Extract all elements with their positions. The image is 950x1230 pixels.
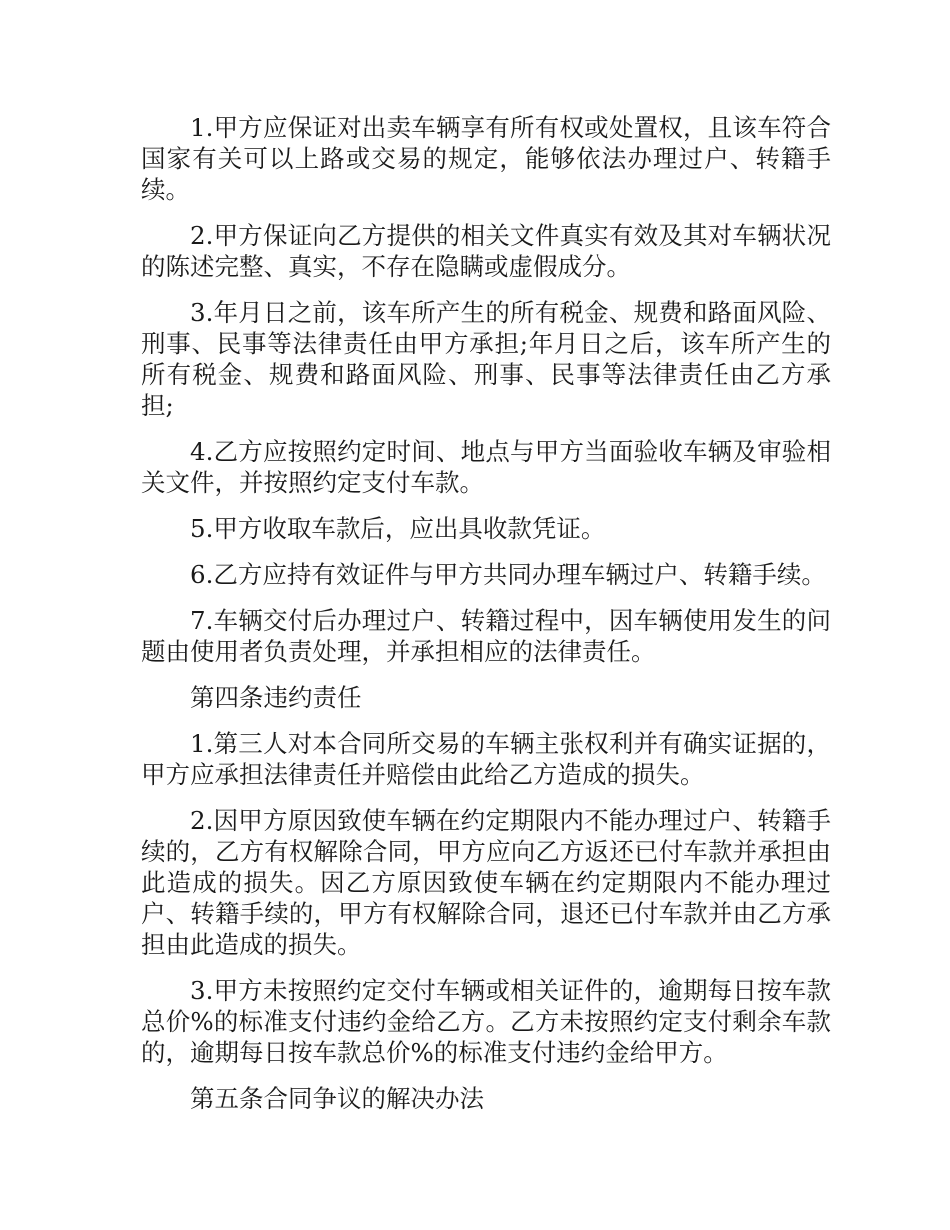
section-5-heading: 第五条合同争议的解决办法 [190, 1084, 484, 1113]
clause-4-3: 3.甲方未按照约定交付车辆或相关证件的，逾期每日按车款总价%的标准支付违约金给乙方。乙方未按照约定支付剩余车款的，逾期每日按车款总价%的标准支付违约金给甲方。 [141, 976, 831, 1067]
clause-3-3: 3.年月日之前，该车所产生的所有税金、规费和路面风险、刑事、民事等法律责任由甲方承担;年月日之后，该车所产生的所有税金、规费和路面风险、刑事、民事等法律责任由乙方承担; [141, 298, 831, 420]
clause-3-4: 4.乙方应按照约定时间、地点与甲方当面验收车辆及审验相关文件，并按照约定支付车款。 [141, 437, 831, 497]
clause-3-2: 2.甲方保证向乙方提供的相关文件真实有效及其对车辆状况的陈述完整、真实，不存在隐瞒或虚假成分。 [141, 221, 831, 281]
clause-3-6: 6.乙方应持有效证件与甲方共同办理车辆过户、转籍手续。 [190, 560, 826, 589]
clause-3-5: 5.甲方收取车款后，应出具收款凭证。 [190, 514, 606, 543]
document-body [141, 112, 831, 1129]
clause-4-1: 1.第三人对本合同所交易的车辆主张权利并有确实证据的，甲方应承担法律责任并赔偿由此给乙方造成的损失。 [141, 729, 831, 789]
clause-4-2: 2.因甲方原因致使车辆在约定期限内不能办理过户、转籍手续的，乙方有权解除合同，甲方应向乙方返还已付车款并承担由此造成的损失。因乙方原因致使车辆在约定期限内不能办理过户、转籍手续的，甲方有权解除合同，退还已付车款并由乙方承担由此造成的损失。 [141, 806, 831, 959]
clause-3-1: 1.甲方应保证对出卖车辆享有所有权或处置权，且该车符合国家有关可以上路或交易的规定，能够依法办理过户、转籍手续。 [141, 113, 831, 204]
section-4-heading: 第四条违约责任 [190, 683, 362, 712]
clause-3-7: 7.车辆交付后办理过户、转籍过程中，因车辆使用发生的问题由使用者负责处理，并承担相应的法律责任。 [141, 606, 831, 666]
